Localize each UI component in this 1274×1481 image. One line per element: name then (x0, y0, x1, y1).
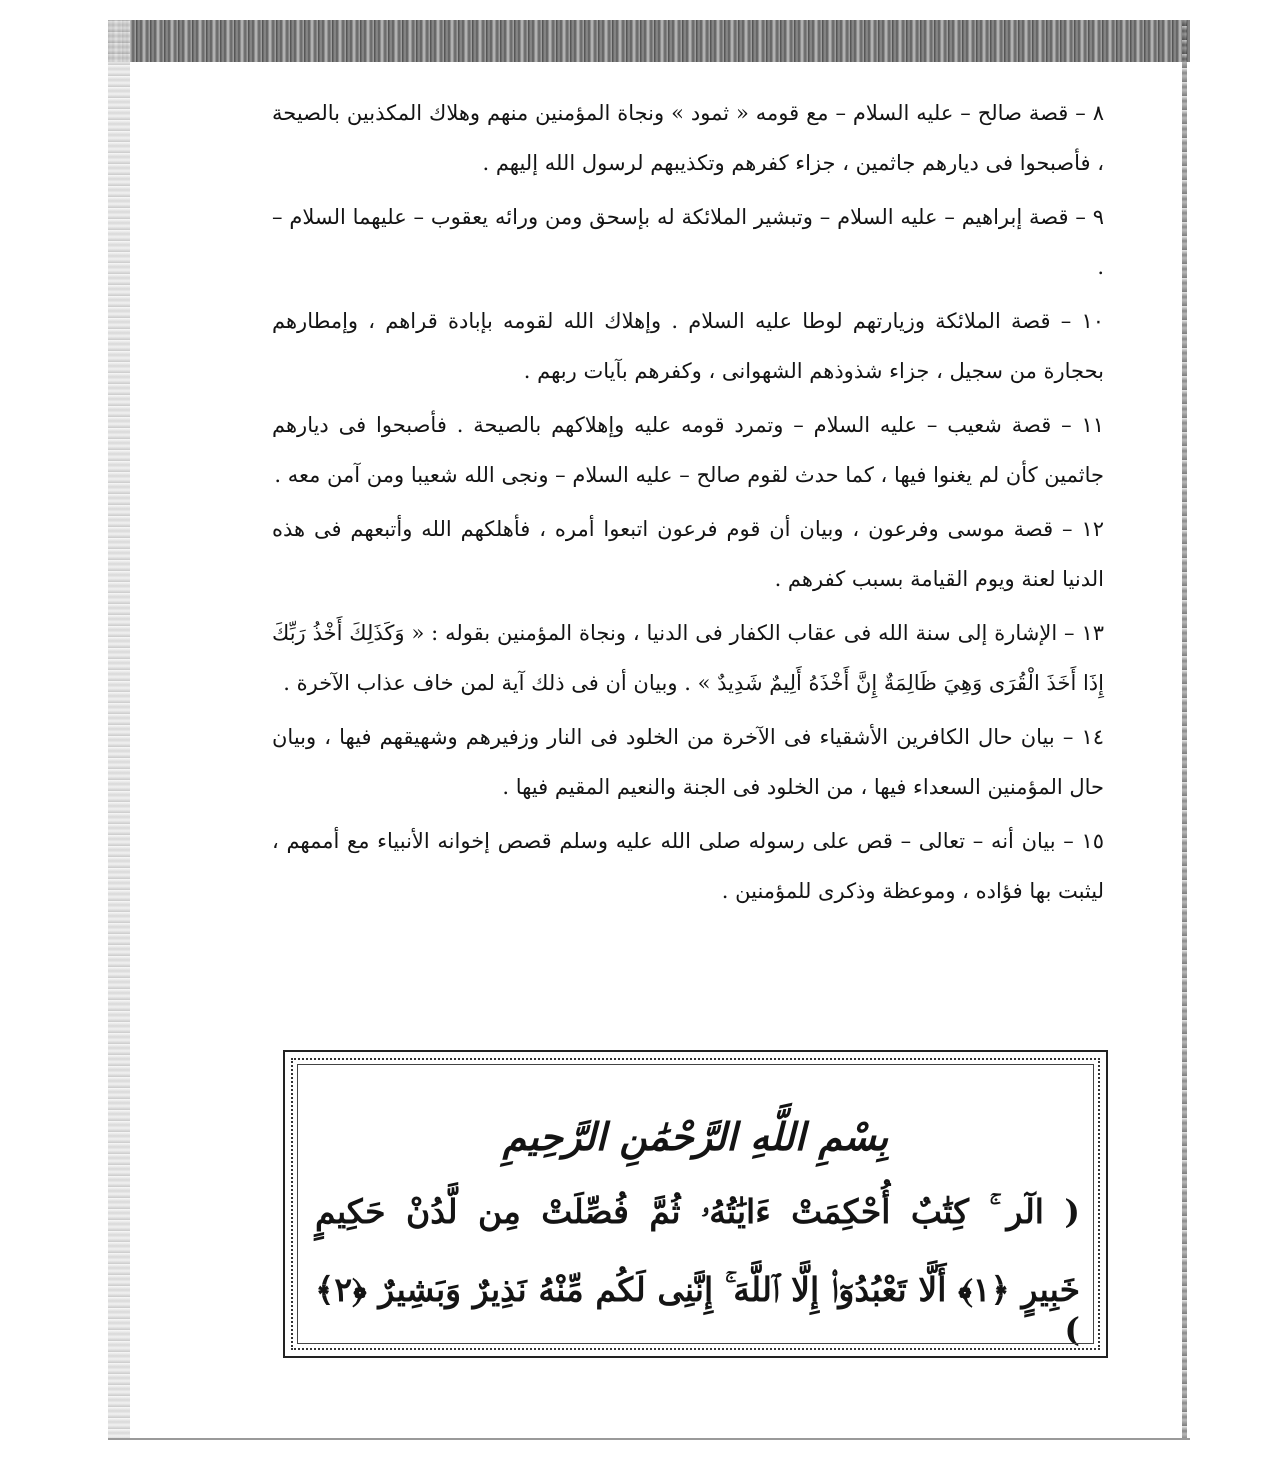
quran-verse-frame (283, 1050, 1108, 1358)
verse-line-1: ( الٓر ۚ كِتَٰبٌ أُحْكِمَتْ ءَايَٰتُهُۥ ثُمَّ فُصِّلَتْ مِن لَّدُنْ حَكِيمٍ (315, 1192, 1080, 1231)
basmala: بِسْمِ اللَّهِ الرَّحْمَٰنِ الرَّحِيمِ (502, 1114, 889, 1159)
list-item-8: ٨ – قصة صالح – عليه السلام – مع قومه « ثمود » ونجاة المؤمنين منهم وهلاك المكذبين بالصيحة ، فأصبحوا فى ديارهم جاثمين ، جزاء كفرهم وتكذيبهم لرسول الله إليهم . (272, 101, 1104, 175)
list-item-12: ١٢ – قصة موسى وفرعون ، وبيان أن قوم فرعون اتبعوا أمره ، فأهلكهم الله وأتبعهم فى هذه الدنيا لعنة ويوم القيامة بسبب كفرهم . (272, 517, 1104, 591)
scan-left-edge (108, 20, 130, 1440)
list-item-10: ١٠ – قصة الملائكة وزيارتهم لوطا عليه السلام . وإهلاك الله لقومه بإبادة قراهم ، وإمطارهم بحجارة من سجيل ، جزاء شذوذهم الشهوانى ، وكفرهم بآيات ربهم . (272, 309, 1104, 383)
list-item-14: ١٤ – بيان حال الكافرين الأشقياء فى الآخرة من الخلود فى النار وزفيرهم وشهيقهم فيها ، وبيان حال المؤمنين السعداء فيها ، من الخلود فى الجنة والنعيم المقيم فيها . (272, 725, 1104, 799)
main-text (272, 88, 1104, 920)
scan-top-edge (108, 20, 1190, 62)
scan-bottom-edge (108, 1438, 1190, 1440)
list-item-13: ١٣ – الإشارة إلى سنة الله فى عقاب الكفار فى الدنيا ، ونجاة المؤمنين بقوله : « وَكَذَلِكَ أَخْذُ رَبِّكَ إِذَا أَخَذَ الْقُرَى وَهِيَ ظَالِمَةٌ إِنَّ أَخْذَهُ أَلِيمٌ شَدِيدٌ » . وبيان أن فى ذلك آية لمن خاف عذاب الآخرة . (272, 621, 1104, 695)
scan-right-edge (1182, 20, 1187, 1440)
list-item-11: ١١ – قصة شعيب – عليه السلام – وتمرد قومه عليه وإهلاكهم بالصيحة . فأصبحوا فى ديارهم جاثمين كأن لم يغنوا فيها ، كما حدث لقوم صالح – عليه السلام – ونجى الله شعيبا ومن آمن معه . (272, 413, 1104, 487)
verse-line-2: خَبِيرٍ ﴿١﴾ أَلَّا تَعْبُدُوٓا۟ إِلَّا ٱللَّهَ ۚ إِنَّنِى لَكُم مِّنْهُ نَذِيرٌ وَبَشِيرٌ ﴿٢﴾ ) (315, 1270, 1080, 1349)
list-item-15: ١٥ – بيان أنه – تعالى – قص على رسوله صلى الله عليه وسلم قصص إخوانه الأنبياء مع أممهم ، ليثبت بها فؤاده ، وموعظة وذكرى للمؤمنين . (272, 829, 1104, 903)
list-item-9: ٩ – قصة إبراهيم – عليه السلام – وتبشير الملائكة له بإسحق ومن ورائه يعقوب – عليهما السلام – . (272, 205, 1104, 279)
